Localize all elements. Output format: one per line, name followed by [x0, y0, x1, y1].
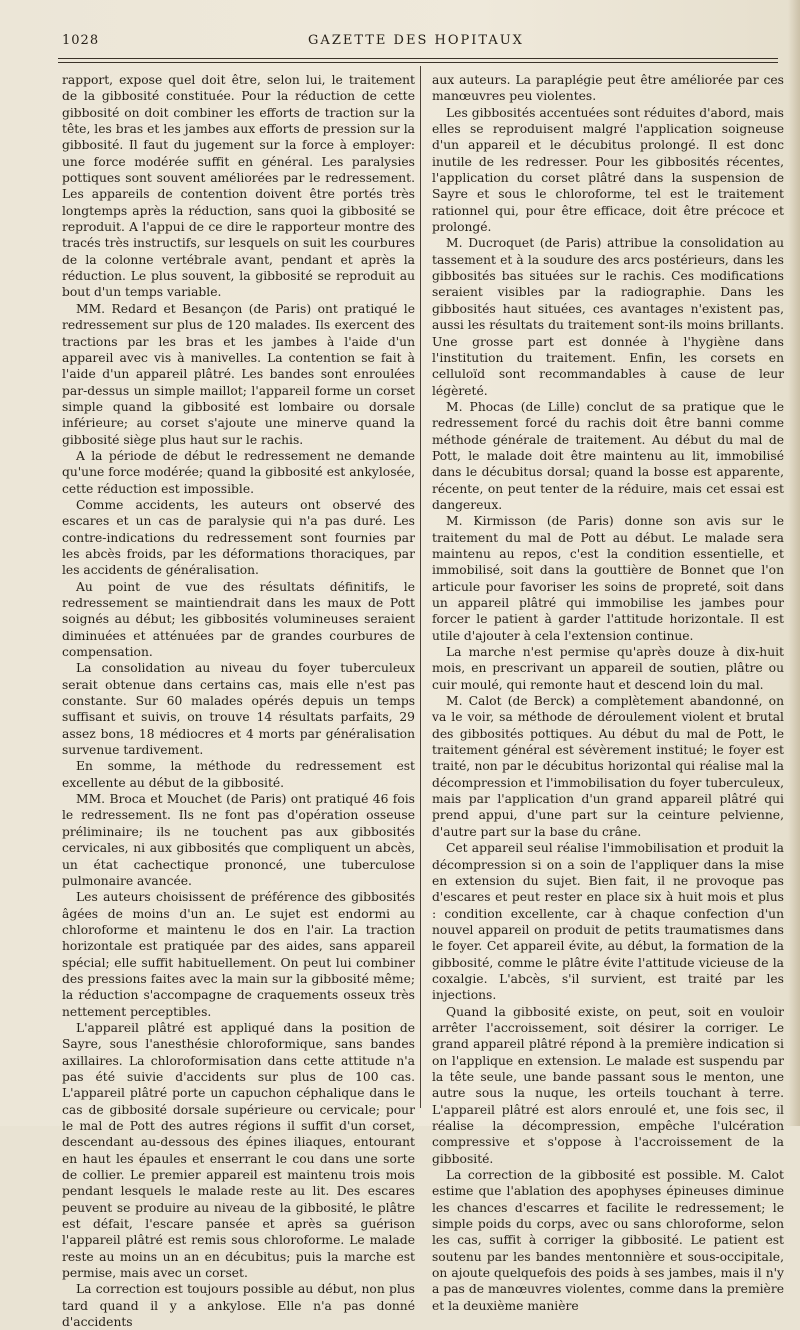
right-paragraph: M. Ducroquet (de Paris) attribue la consolidation au tassement et à la soudure des arcs postérieurs, dans les gibbosités bas situées sur le rachis. Ces modifications seraient visibles par la radiographie. Dans les gibbosités haut situées, ces avantages n'existent pas, aussi les résultats du traitement sont-ils moins brillants. Une grosse part est donnée à l'hygiène dans l'institution du traitement. Enfin, les corsets en celluloïd sont recommandables à cause de leur légèreté. — [432, 236, 784, 398]
header-rule-bottom — [58, 62, 778, 63]
header-rule-top — [58, 58, 778, 59]
left-paragraph: MM. Broca et Mouchet (de Paris) ont pratiqué 46 fois le redressement. Ils ne font pas d'opération osseuse préliminaire; ils ne touchent pas aux gibbosités cervicales, ni aux gibbosités que compliquent un abcès, un état cachectique prononcé, une tuberculose pulmonaire avancée. — [62, 792, 415, 888]
right-paragraph: M. Calot (de Berck) a complètement abandonné, on va le voir, sa méthode de déroulement violent et brutal des gibbosités pottiques. Au début du mal de Pott, le traitement général est sévèrement institué; le foyer est traité, non par le décubitus horizontal qui réalise mal la décompression et l'immobilisation du foyer tuberculeux, mais par l'application d'un grand appareil plâtré qui prend appui, d'une part sur la ceinture pelvienne, d'autre part sur la base du crâne. — [432, 694, 784, 839]
left-paragraph: La correction est toujours possible au début, non plus tard quand il y a ankylose. Elle n'a pas donné d'accidents — [62, 1282, 415, 1330]
column-divider — [420, 66, 421, 1108]
left-column — [62, 72, 415, 1330]
left-paragraph: L'appareil plâtré est appliqué dans la position de Sayre, sous l'anesthésie chloroformique, sans bandes axillaires. La chloroformisation dans cette attitude n'a pas été suivie d'accidents sur plus de 100 cas. L'appareil plâtré porte un capuchon céphalique dans le cas de gibbosité dorsale supérieure ou cervicale; pour le mal de Pott des autres régions il suffit d'un corset, descendant au-dessous des épines iliaques, entourant en haut les épaules et enserrant le cou dans une sorte de collier. Le premier appareil est maintenu trois mois pendant lesquels le malade reste au lit. Des escares peuvent se produire au niveau de la gibbosité, le plâtre est défait, l'escare pansée et après sa guérison l'appareil plâtré est remis sous chloroforme. Le malade reste au moins un an en décubitus; puis la marche est permise, mais avec un corset. — [62, 1020, 415, 1281]
right-paragraph: Quand la gibbosité existe, on peut, soit en vouloir arrêter l'accroissement, soit désirer la corriger. Le grand appareil plâtré répond à la première indication si on l'applique en extension. Le malade est suspendu par la tête seule, une bande passant sous le menton, une autre sous la nuque, les orteils touchant à terre. L'appareil plâtré est alors enroulé et, une fois sec, il réalise la décompression, empêche l'ulcération compressive et s'oppose à l'accroissement de la gibbosité. — [432, 1004, 784, 1166]
page-header — [62, 33, 770, 53]
page-edge-shadow — [788, 0, 800, 1126]
left-paragraph: A la période de début le redressement ne demande qu'une force modérée; quand la gibbosité est ankylosée, cette réduction est impossible. — [62, 448, 415, 496]
right-paragraph: aux auteurs. La paraplégie peut être améliorée par ces manœuvres peu violentes. — [432, 73, 784, 104]
left-paragraph: rapport, expose quel doit être, selon lui, le traitement de la gibbosité constituée. Pour la réduction de cette gibbosité on doit combiner les efforts de traction sur la tête, les bras et les jambes aux efforts de pression sur la gibbosité. Il faut du jugement sur la force à employer: une force modérée suffit en général. Les paralysies pottiques sont souvent améliorées par le redressement. Les appareils de contention doivent être portés très longtemps après la réduction, sans quoi la gibbosité se reproduit. A l'appui de ce dire le rapporteur montre des tracés très instructifs, sur lesquels on suit les courbures de la colonne vertébrale avant, pendant et après la réduction. Le plus souvent, la gibbosité se reproduit au bout d'un temps variable. — [62, 73, 415, 300]
left-paragraph: Comme accidents, les auteurs ont observé des escares et un cas de paralysie qui n'a pas duré. Les contre-indications du redressement sont fournies par les abcès froids, par les déformations thoraciques, par les accidents de généralisation. — [62, 497, 415, 578]
right-paragraph: Cet appareil seul réalise l'immobilisation et produit la décompression si on a soin de l'appliquer dans la mise en extension du sujet. Bien fait, il ne provoque pas d'escares et peut rester en place six à huit mois et plus : condition excellente, car à chaque confection d'un nouvel appareil on produit de petits traumatismes dans le foyer. Cet appareil évite, au début, la formation de la gibbosité, comme le plâtre évite l'attitude vicieuse de la coxalgie. L'abcès, s'il survient, est traité par les injections. — [432, 841, 784, 1003]
right-paragraph: La marche n'est permise qu'après douze à dix-huit mois, en prescrivant un appareil de soutien, plâtre ou cuir moulé, qui remonte haut et descend loin du mal. — [432, 645, 784, 692]
right-paragraph: La correction de la gibbosité est possible. M. Calot estime que l'ablation des apophyses épineuses diminue les chances d'escarres et facilite le redressement; le simple poids du corps, avec ou sans chloroforme, selon les cas, suffit à corriger la gibbosité. Le patient est soutenu par les bandes mentonnière et sous-occipitale, on ajoute quelquefois des poids à ses jambes, mais il n'y a pas de manœuvres violentes, comme dans la première et la deuxième manière — [432, 1168, 784, 1313]
left-paragraph: MM. Redard et Besançon (de Paris) ont pratiqué le redressement sur plus de 120 malades. Ils exercent des tractions par les bras et les jambes à l'aide d'un appareil avec vis à manivelles. La contention se fait à l'aide d'un appareil plâtré. Les bandes sont enroulées par-dessus un simple maillot; l'appareil forme un corset simple quand la gibbosité est lombaire ou dorsale inférieure; au corset s'ajoute une minerve quand la gibbosité siège plus haut sur le rachis. — [62, 301, 415, 447]
journal-title: GAZETTE DES HOPITAUX — [308, 33, 524, 48]
right-paragraph: M. Kirmisson (de Paris) donne son avis sur le traitement du mal de Pott au début. Le malade sera maintenu au repos, c'est la condition essentielle, et immobilisé, soit dans la gouttière de Bonnet que l'on articule pour favoriser les soins de propreté, soit dans un appareil plâtré qui immobilise les jambes pour forcer le patient à garder l'attitude horizontale. Il est utile d'ajouter à cela l'extension continue. — [432, 514, 784, 643]
right-paragraph: Les gibbosités accentuées sont réduites d'abord, mais elles se reproduisent malgré l'application soigneuse d'un appareil et le décubitus prolongé. Il est donc inutile de les redresser. Pour les gibbosités récentes, l'application du corset plâtré dans la suspension de Sayre et sous le chloroforme, tel est le traitement rationnel qui, pour être efficace, doit être précoce et prolongé. — [432, 105, 784, 235]
right-column — [432, 72, 784, 1314]
left-paragraph: La consolidation au niveau du foyer tuberculeux serait obtenue dans certains cas, mais elle n'est pas constante. Sur 60 malades opérés depuis un temps suffisant et suivis, on trouve 14 résultats parfaits, 29 assez bons, 18 médiocres et 4 morts par généralisation survenue tardivement. — [62, 661, 415, 758]
right-paragraph: M. Phocas (de Lille) conclut de sa pratique que le redressement forcé du rachis doit être banni comme méthode générale de traitement. Au début du mal de Pott, le malade doit être maintenu au lit, immobilisé dans le décubitus dorsal; quand la bosse est apparente, récente, on peut tenter de la réduire, mais cet essai est dangereux. — [432, 399, 784, 512]
page-number: 1028 — [62, 33, 100, 48]
left-paragraph: Au point de vue des résultats définitifs, le redressement se maintiendrait dans les maux de Pott soignés au début; les gibbosités volumineuses seraient diminuées et atténuées par de grandes courbures de compensation. — [62, 579, 415, 660]
left-paragraph: En somme, la méthode du redressement est excellente au début de la gibbosité. — [62, 759, 415, 790]
left-paragraph: Les auteurs choisissent de préférence des gibbosités âgées de moins d'un an. Le sujet est endormi au chloroforme et maintenu le dos en l'air. La traction horizontale est pratiquée par des aides, sans appareil spécial; elle suffit habituellement. On peut lui combiner des pressions faites avec la main sur la gibbosité même; la réduction s'accompagne de craquements osseux très nettement perceptibles. — [62, 890, 415, 1019]
